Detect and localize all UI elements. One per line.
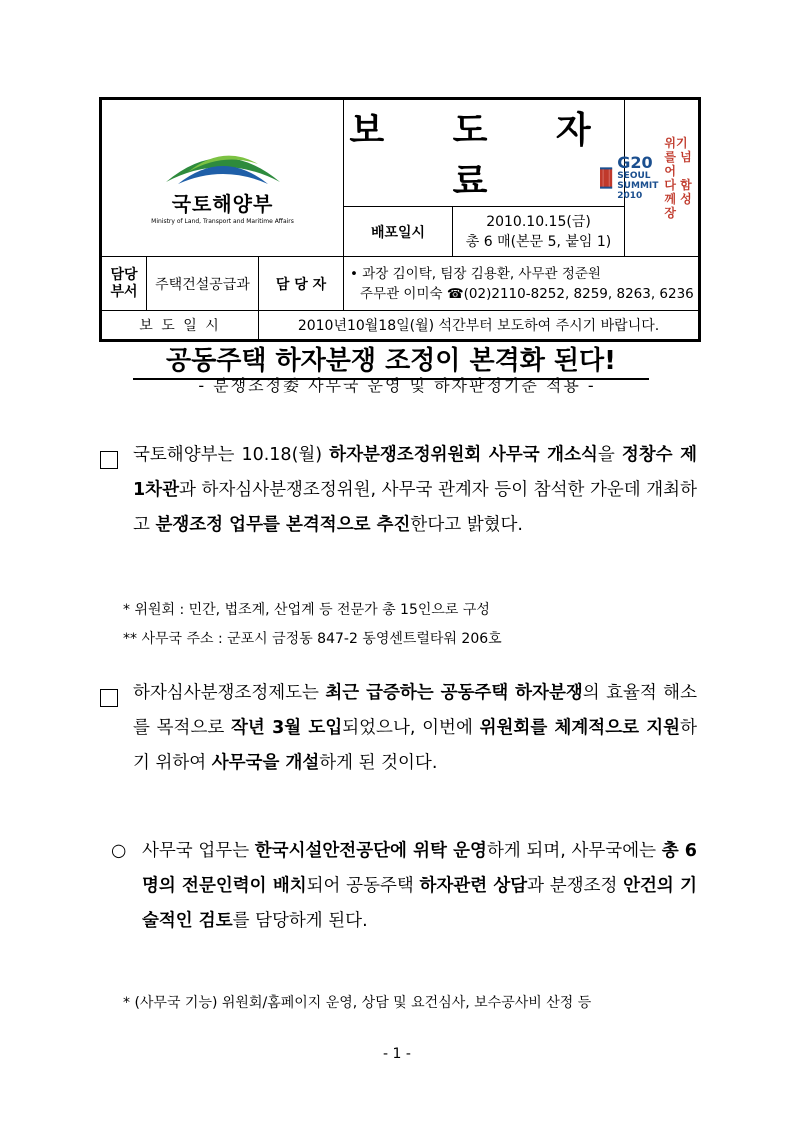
p2-text: 하자심사분쟁조정제도는 — [133, 683, 326, 703]
p1-text: 한다고 밝혔다. — [410, 515, 523, 535]
ministry-name: 국토해양부 — [171, 191, 274, 216]
press-release-header — [99, 97, 701, 342]
release-date-cell — [453, 207, 625, 257]
p3-bold: 안건의 기술적인 검토 — [142, 876, 697, 931]
document-title: 보 도 자 료 — [344, 99, 625, 207]
checkbox-icon — [100, 451, 118, 469]
p3-text: 를 담당하게 된다. — [232, 911, 368, 931]
g20-seoul: SEOUL — [617, 171, 651, 181]
p3-bold: 하자관련 상담 — [419, 876, 528, 896]
g20-slogan-2: 다 함께 성장 — [664, 178, 692, 220]
contact-label: 담 당 자 — [259, 257, 344, 311]
contact-line-2: 주무관 이미숙 ☎(02)2110-8252, 8259, 8263, 6236 — [360, 285, 694, 302]
paragraph-1 — [133, 438, 697, 543]
note-committee: * 위원회 : 민간, 법조계, 산업계 등 전문가 총 15인으로 구성 — [123, 602, 490, 618]
bullet-circle: ○ — [111, 841, 127, 861]
p1-bold: 분쟁조정 업무를 본격적으로 추진 — [155, 515, 411, 535]
p1-bold: 정창수 제1차관 — [133, 445, 698, 500]
embargo-text: 2010년10월18일(월) 석간부터 보도하여 주시기 바랍니다. — [259, 311, 700, 341]
p2-bold: 위원회를 체계적으로 지원 — [479, 718, 681, 738]
p2-text: 하기 위하여 — [133, 718, 697, 773]
ministry-logo — [101, 99, 344, 257]
p3-bold: 총 6명의 전문인력이 배치 — [142, 841, 697, 896]
dept-name: 주택건설공급과 — [155, 276, 250, 293]
g20-summit: SUMMIT — [617, 181, 659, 191]
p3-text: 사무국 업무는 — [142, 841, 255, 861]
p1-text: 과 하자심사분쟁조정위원, 사무국 관계자 등이 참석한 가운데 개최하고 — [133, 480, 697, 535]
release-date: 2010.10.15(금) — [486, 213, 591, 230]
g20-emblem — [617, 99, 700, 257]
g20-year: 2010 — [617, 191, 643, 201]
page-count: 총 6 매(본문 5, 붙임 1) — [465, 233, 612, 250]
p3-text: 하게 되며, 사무국에는 — [486, 841, 662, 861]
p2-text: 하게 된 것이다. — [319, 753, 438, 773]
headline: 공동주택 하자분쟁 조정이 본격화 된다! — [133, 340, 649, 380]
p2-text: 의 효율적 해소를 목적으로 — [133, 683, 697, 738]
p2-text: 되었으나, 이번에 — [342, 718, 480, 738]
note-secretariat-functions: * (사무국 기능) 위원회/홈페이지 운영, 상담 및 요건심사, 보수공사비 산정 등 — [123, 995, 592, 1011]
release-date-label: 배포일시 — [344, 207, 453, 257]
ministry-logo-icon — [158, 142, 288, 186]
p1-bold: 하자분쟁조정위원회 사무국 개소식 — [329, 445, 598, 465]
ministry-name-en: Ministry of Land, Transport and Maritime Affairs — [151, 217, 294, 225]
p2-bold: 최근 급증하는 공동주택 하자분쟁 — [325, 683, 583, 703]
g20-label: G20 — [617, 153, 653, 172]
embargo-label: 보 도 일 시 — [101, 311, 259, 341]
paragraph-2 — [133, 676, 697, 781]
p3-bold: 한국시설안전공단에 위탁 운영 — [254, 841, 487, 861]
dept-row — [101, 257, 259, 311]
p1-text: 국토해양부는 10.18(월) — [133, 445, 330, 465]
dept-label: 담당부서 — [102, 257, 147, 310]
checkbox-icon — [100, 689, 118, 707]
p2-bold: 사무국을 개설 — [211, 753, 320, 773]
page-number: - 1 - — [383, 1046, 411, 1062]
p1-text: 을 — [597, 445, 622, 465]
p3-text: 과 분쟁조정 — [527, 876, 624, 896]
g20-lantern-icon — [599, 155, 613, 201]
contact-info — [344, 257, 700, 311]
p3-text: 되어 공동주택 — [306, 876, 420, 896]
p2-bold: 작년 3월 도입 — [231, 718, 343, 738]
g20-slogan-1: 위기를 넘어 — [664, 136, 692, 178]
paragraph-3 — [142, 834, 697, 939]
subheadline: - 분쟁조정委 사무국 운영 및 하자판정기준 적용 - — [198, 376, 596, 395]
contact-line-1: • 과장 김이탁, 팀장 김용환, 사무관 정준원 — [350, 265, 601, 282]
note-address: ** 사무국 주소 : 군포시 금정동 847-2 동영센트럴타워 206호 — [123, 631, 502, 647]
